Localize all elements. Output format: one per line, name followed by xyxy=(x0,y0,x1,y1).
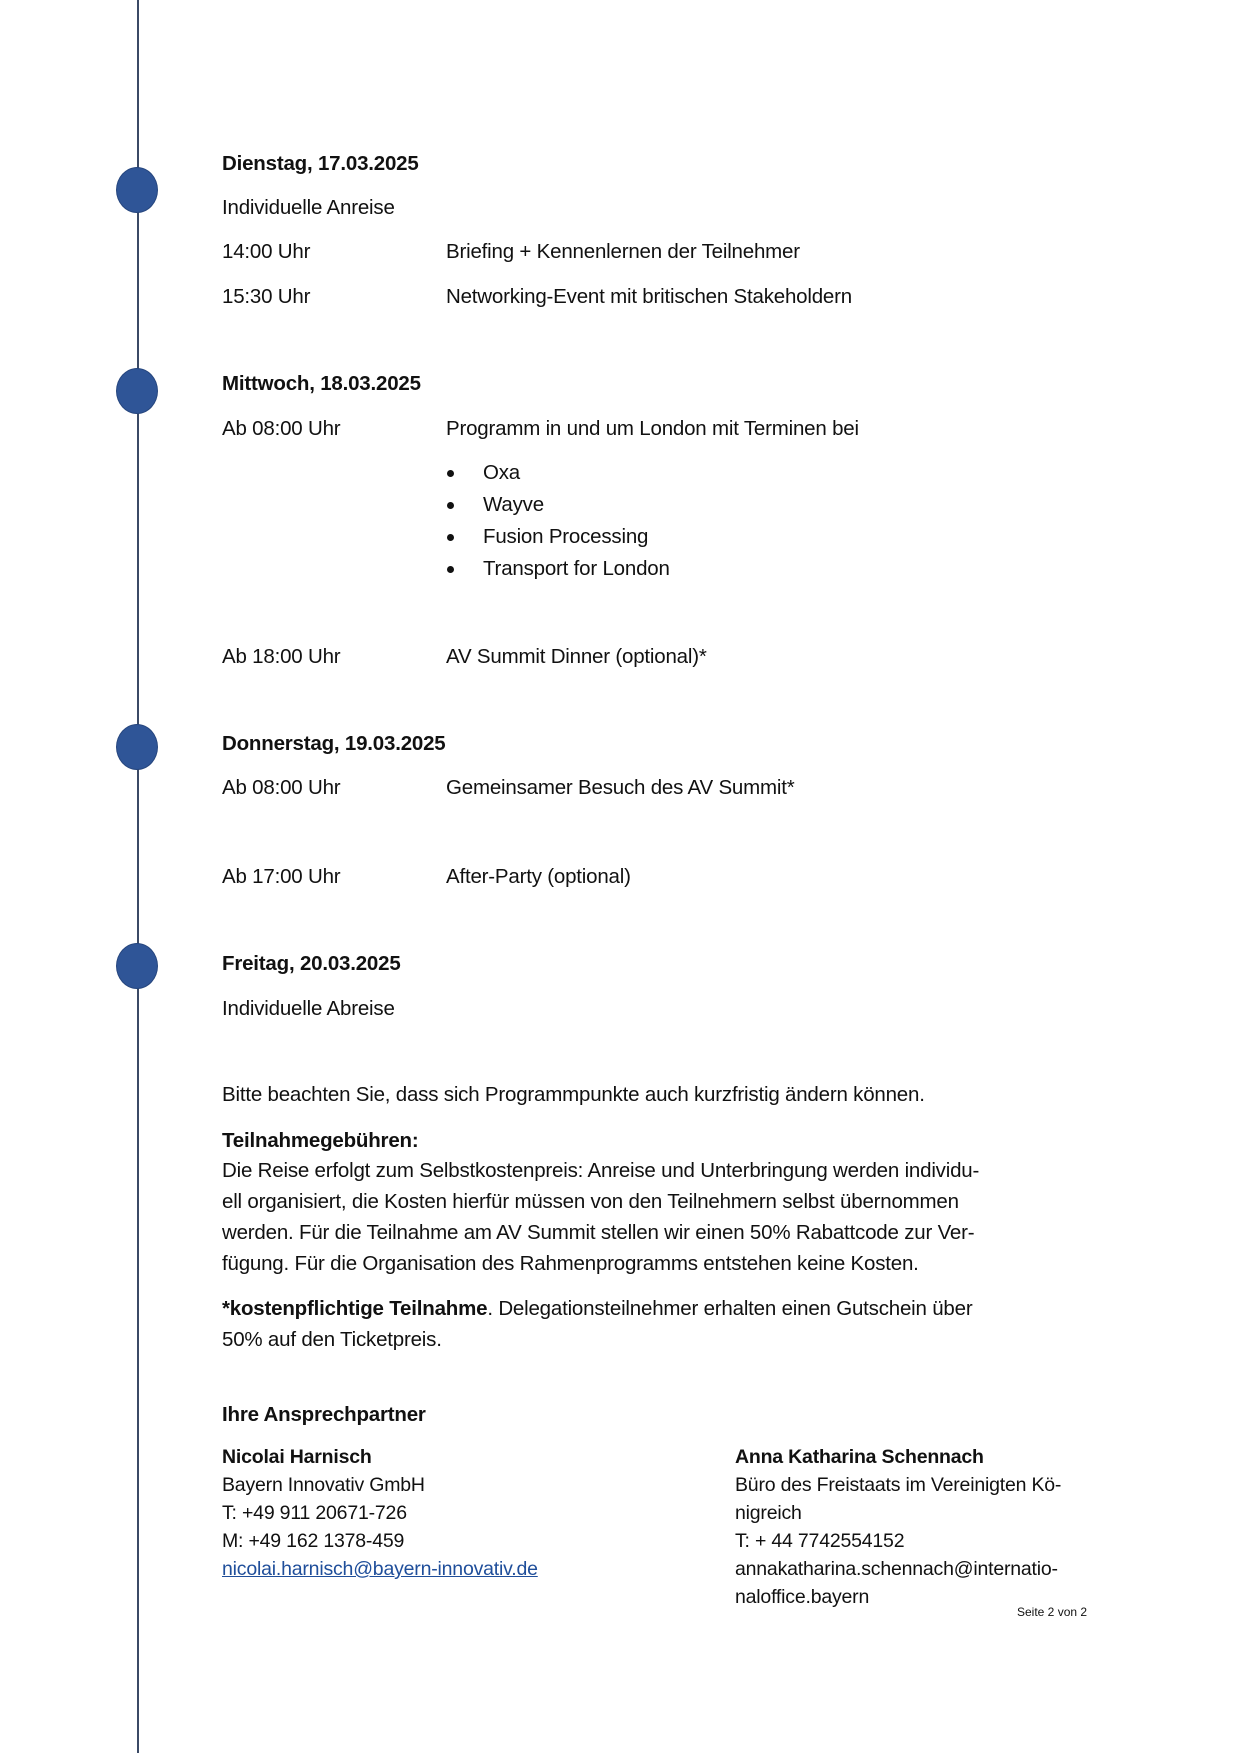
contact-name: Anna Katharina Schennach xyxy=(735,1446,984,1468)
day-heading: Freitag, 20.03.2025 xyxy=(222,952,401,975)
entry-text: Networking-Event mit britischen Stakeholdern xyxy=(446,285,852,308)
contact-name: Nicolai Harnisch xyxy=(222,1446,372,1468)
timeline-dot-thursday xyxy=(116,724,158,770)
entry-time: Ab 08:00 Uhr xyxy=(222,417,341,440)
entry-time: 15:30 Uhr xyxy=(222,285,311,308)
contact-email: naloffice.bayern xyxy=(735,1586,870,1608)
timeline-dot-wednesday xyxy=(116,368,158,414)
entry-text: AV Summit Dinner (optional)* xyxy=(446,645,707,668)
contact-org: nigreich xyxy=(735,1502,802,1524)
fees-text-line: werden. Für die Teilnahme am AV Summit stellen wir einen 50% Rabattcode zur Ver- xyxy=(222,1221,975,1244)
company-list-item: Oxa xyxy=(483,461,520,484)
contact-email: annakatharina.schennach@internatio- xyxy=(735,1558,1058,1580)
entry-time: 14:00 Uhr xyxy=(222,240,311,263)
bullet-icon xyxy=(447,470,454,477)
contact-mobile: M: +49 162 1378-459 xyxy=(222,1530,405,1552)
contact-phone: T: + 44 7742554152 xyxy=(735,1530,905,1552)
fees-text-line: Die Reise erfolgt zum Selbstkostenpreis: Anreise und Unterbringung werden individu- xyxy=(222,1159,980,1182)
day-heading: Dienstag, 17.03.2025 xyxy=(222,152,419,175)
fees-text-line: ell organisiert, die Kosten hierfür müssen von den Teilnehmern selbst übernommen xyxy=(222,1190,959,1213)
entry-text: Programm in und um London mit Terminen bei xyxy=(446,417,859,440)
day-heading: Donnerstag, 19.03.2025 xyxy=(222,732,446,755)
contact-phone: T: +49 911 20671-726 xyxy=(222,1502,407,1524)
bullet-icon xyxy=(447,502,454,509)
entry-text: Briefing + Kennenlernen der Teilnehmer xyxy=(446,240,800,263)
contact-org: Bayern Innovativ GmbH xyxy=(222,1474,425,1496)
entry-time: Ab 08:00 Uhr xyxy=(222,776,341,799)
day-heading: Mittwoch, 18.03.2025 xyxy=(222,372,421,395)
change-notice: Bitte beachten Sie, dass sich Programmpunkte auch kurzfristig ändern können. xyxy=(222,1083,925,1106)
bullet-icon xyxy=(447,534,454,541)
company-list-item: Fusion Processing xyxy=(483,525,649,548)
page-number: Seite 2 von 2 xyxy=(1017,1605,1088,1619)
footnote-rest: . Delegationsteilnehmer erhalten einen Gutschein über xyxy=(487,1297,973,1320)
contact-email-link[interactable]: nicolai.harnisch@bayern-innovativ.de xyxy=(222,1558,538,1580)
footnote-line: 50% auf den Ticketpreis. xyxy=(222,1328,442,1351)
footnote-bold: *kostenpflichtige Teilnahme xyxy=(222,1297,488,1320)
timeline-line xyxy=(137,0,139,1753)
bullet-icon xyxy=(447,566,454,573)
day-note: Individuelle Abreise xyxy=(222,997,395,1020)
entry-time: Ab 18:00 Uhr xyxy=(222,645,341,668)
day-note: Individuelle Anreise xyxy=(222,196,395,219)
timeline-dot-tuesday xyxy=(116,167,158,213)
company-list-item: Wayve xyxy=(483,493,544,516)
fees-text-line: fügung. Für die Organisation des Rahmenprogramms entstehen keine Kosten. xyxy=(222,1252,919,1275)
contact-org: Büro des Freistaats im Vereinigten Kö- xyxy=(735,1474,1062,1496)
timeline-dot-friday xyxy=(116,943,158,989)
company-list-item: Transport for London xyxy=(483,557,670,580)
footnote-line xyxy=(222,1297,972,1321)
entry-time: Ab 17:00 Uhr xyxy=(222,865,341,888)
entry-text: After-Party (optional) xyxy=(446,865,631,888)
fees-heading: Teilnahmegebühren: xyxy=(222,1129,419,1152)
contacts-heading: Ihre Ansprechpartner xyxy=(222,1403,426,1426)
entry-text: Gemeinsamer Besuch des AV Summit* xyxy=(446,776,795,799)
